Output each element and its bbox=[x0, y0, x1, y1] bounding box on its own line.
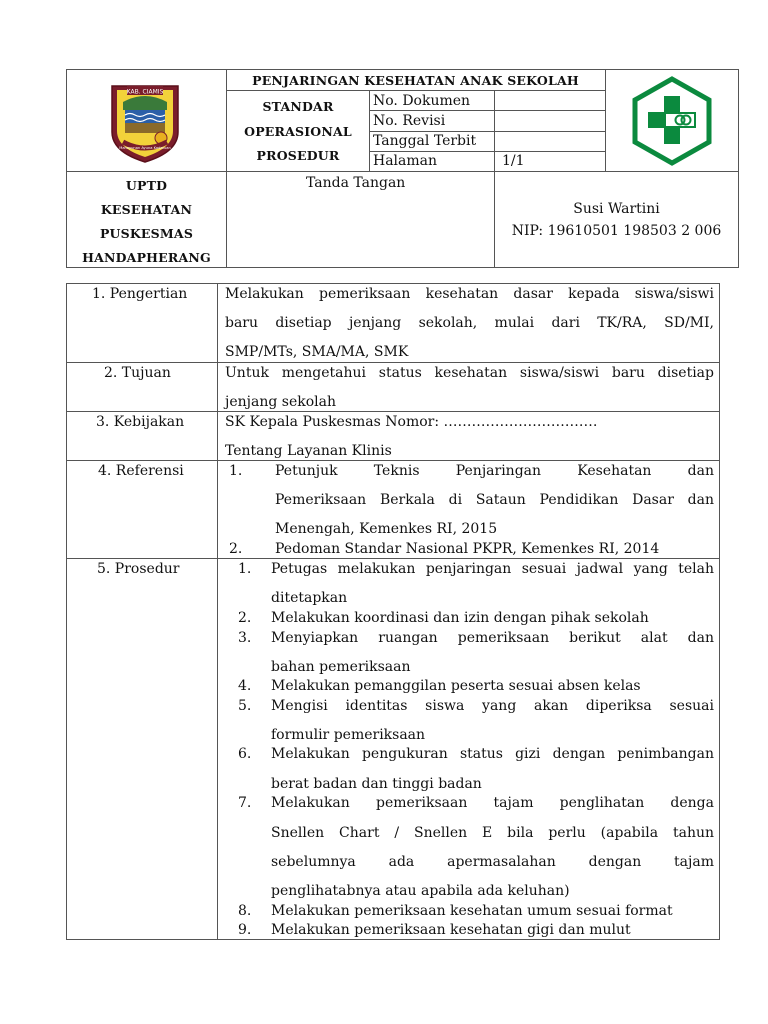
referensi-item-number: 2. bbox=[229, 541, 243, 557]
prosedur-step-line: sebelumnya ada apermasalahan dengan tajam bbox=[271, 854, 714, 870]
prosedur-step-line: Melakukan pemeriksaan kesehatan umum sesuai format bbox=[271, 903, 673, 919]
prosedur-step-line: bahan pemeriksaan bbox=[271, 659, 411, 675]
kebijakan-line: SK Kepala Puskesmas Nomor: …………………………… bbox=[225, 414, 598, 430]
prosedur-step-line: Petugas melakukan penjaringan sesuai jadwal yang telah bbox=[271, 561, 714, 577]
prosedur-step-line: ditetapkan bbox=[271, 590, 348, 606]
tujuan-line: jenjang sekolah bbox=[225, 394, 336, 410]
pengertian-line: baru disetiap jenjang sekolah, mulai dari TK/RA, SD/MI, bbox=[225, 315, 714, 331]
prosedur-step-number: 1. bbox=[238, 561, 252, 577]
logo-motto-text: Mahayunan Ayuna Kadatuan bbox=[119, 146, 171, 150]
unit-name-line4: HANDAPHERANG bbox=[82, 250, 211, 265]
prosedur-step-line: Melakukan pengukuran status gizi dengan penimbangan bbox=[271, 746, 714, 762]
pengertian-line: SMP/MTs, SMA/MA, SMK bbox=[225, 344, 409, 360]
page-value: 1/1 bbox=[502, 153, 525, 169]
sop-label-line1: STANDAR bbox=[262, 99, 334, 114]
prosedur-step-line: berat badan dan tinggi badan bbox=[271, 776, 482, 792]
signer-nip: NIP: 19610501 198503 2 006 bbox=[511, 223, 722, 239]
page-label: Halaman bbox=[373, 153, 438, 169]
prosedur-step-line: Menyiapkan ruangan pemeriksaan berikut alat dan bbox=[271, 630, 714, 646]
revision-label: No. Revisi bbox=[373, 113, 446, 129]
prosedur-step-number: 2. bbox=[238, 610, 252, 626]
prosedur-step-number: 5. bbox=[238, 698, 252, 714]
unit-name-line1: UPTD bbox=[125, 178, 168, 193]
referensi-item-line: Pedoman Standar Nasional PKPR, Kemenkes RI, 2014 bbox=[275, 541, 660, 557]
pengertian-line: Melakukan pemeriksaan kesehatan dasar kepada siswa/siswi bbox=[225, 286, 714, 302]
section-label-referensi: 4. Referensi bbox=[98, 463, 184, 479]
prosedur-step-number: 7. bbox=[238, 795, 252, 811]
prosedur-step-line: Mengisi identitas siswa yang akan diperiksa sesuai bbox=[271, 698, 714, 714]
sop-label-line2: OPERASIONAL bbox=[244, 124, 352, 139]
prosedur-step-line: formulir pemeriksaan bbox=[271, 727, 426, 743]
section-label-prosedur: 5. Prosedur bbox=[97, 561, 180, 577]
referensi-item-line: Menengah, Kemenkes RI, 2015 bbox=[275, 521, 498, 537]
prosedur-step-line: penglihatabnya atau apabila ada keluhan) bbox=[271, 883, 570, 899]
signature-label: Tanda Tangan bbox=[306, 175, 406, 191]
ciamis-regency-logo bbox=[109, 80, 181, 164]
unit-name-line2: KESEHATAN bbox=[100, 202, 193, 217]
referensi-item-line: Pemeriksaan Berkala di Sataun Pendidikan Dasar dan bbox=[275, 492, 714, 508]
prosedur-step-number: 8. bbox=[238, 903, 252, 919]
signer-name: Susi Wartini bbox=[573, 201, 660, 217]
prosedur-step-line: Snellen Chart / Snellen E bila perlu (apabila tahun bbox=[271, 825, 714, 841]
puskesmas-logo bbox=[630, 76, 714, 166]
tujuan-line: Untuk mengetahui status kesehatan siswa/siswi baru disetiap bbox=[225, 365, 714, 381]
prosedur-step-number: 4. bbox=[238, 678, 252, 694]
prosedur-step-number: 6. bbox=[238, 746, 252, 762]
section-label-tujuan: 2. Tujuan bbox=[104, 365, 171, 381]
kebijakan-line: Tentang Layanan Klinis bbox=[225, 443, 392, 459]
logo-banner-text: KAB. CIAMIS bbox=[126, 88, 164, 96]
prosedur-step-line: Melakukan koordinasi dan izin dengan pihak sekolah bbox=[271, 610, 649, 626]
referensi-item-line: Petunjuk Teknis Penjaringan Kesehatan dan bbox=[275, 463, 714, 479]
unit-name-line3: PUSKESMAS bbox=[99, 226, 194, 241]
section-label-kebijakan: 3. Kebijakan bbox=[96, 414, 185, 430]
issue-date-label: Tanggal Terbit bbox=[373, 133, 477, 149]
prosedur-step-number: 3. bbox=[238, 630, 252, 646]
prosedur-step-number: 9. bbox=[238, 922, 252, 938]
section-label-pengertian: 1. Pengertian bbox=[92, 286, 188, 302]
prosedur-step-line: Melakukan pemeriksaan tajam penglihatan denga bbox=[271, 795, 714, 811]
doc-number-label: No. Dokumen bbox=[373, 93, 471, 109]
sop-label-line3: PROSEDUR bbox=[256, 148, 340, 163]
referensi-item-number: 1. bbox=[229, 463, 243, 479]
prosedur-step-line: Melakukan pemanggilan peserta sesuai absen kelas bbox=[271, 678, 641, 694]
sop-title: PENJARINGAN KESEHATAN ANAK SEKOLAH bbox=[252, 73, 579, 88]
prosedur-step-line: Melakukan pemeriksaan kesehatan gigi dan mulut bbox=[271, 922, 631, 938]
